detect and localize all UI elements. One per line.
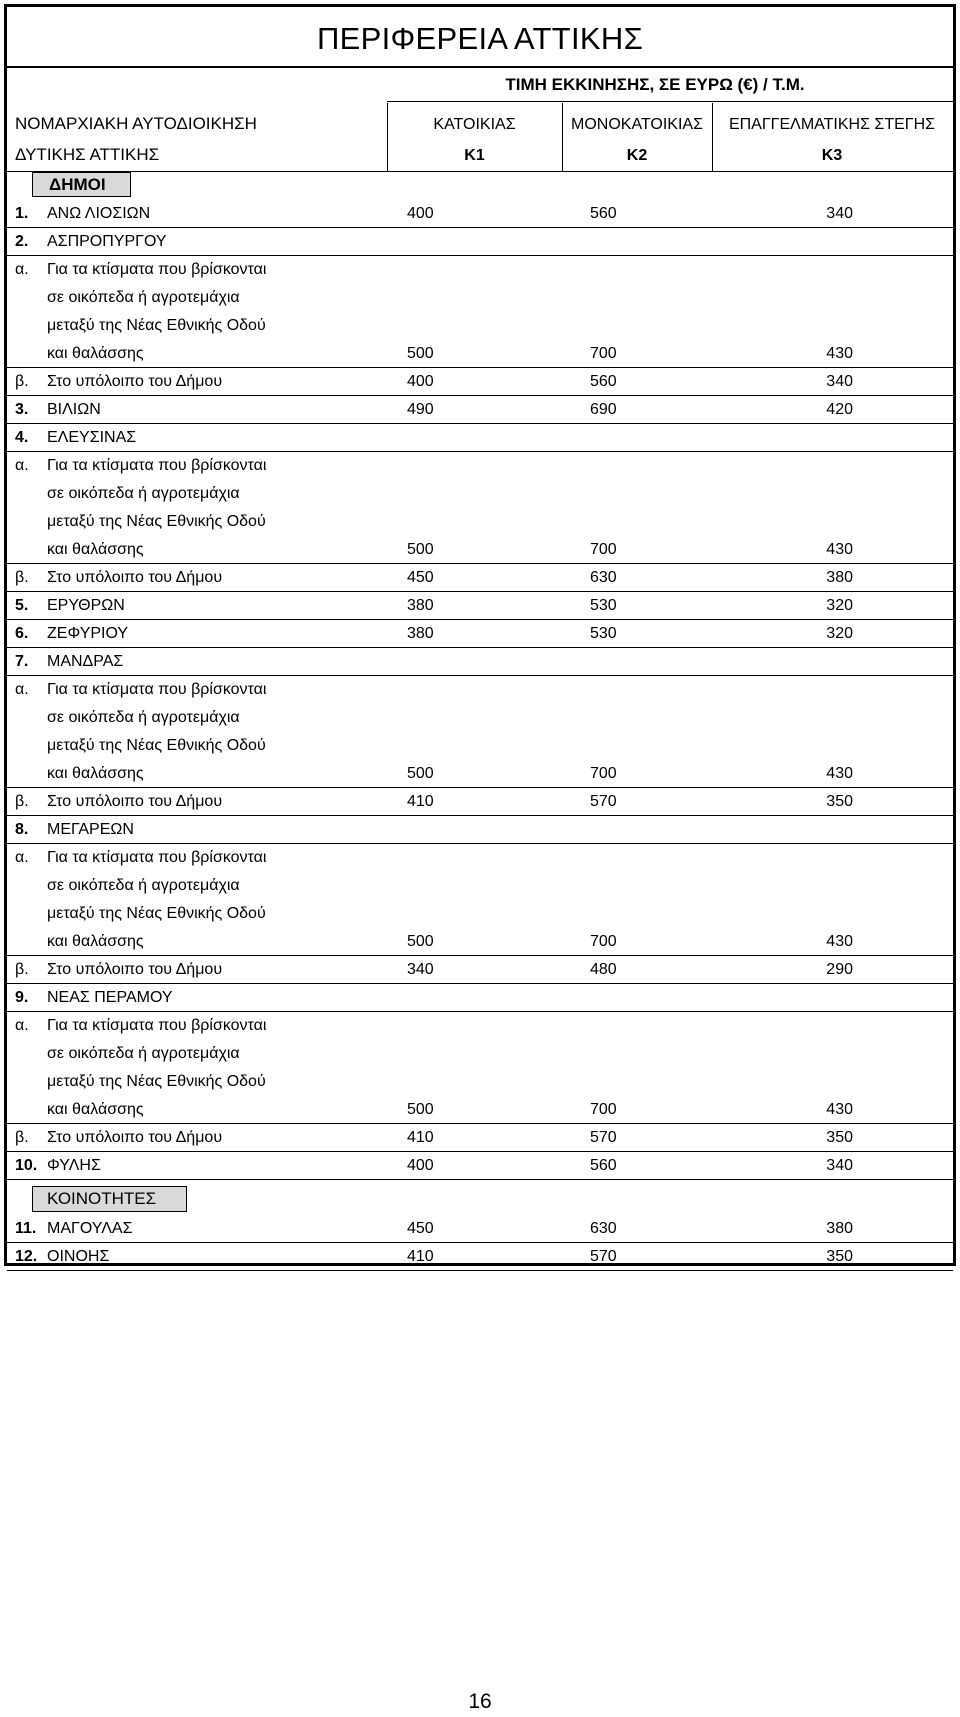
value-k3: 430	[826, 541, 853, 558]
table-row	[7, 480, 953, 508]
value-k3: 430	[826, 345, 853, 362]
row-label: και θαλάσσης	[47, 1101, 144, 1118]
row-label: σε οικόπεδα ή αγροτεμάχια	[47, 485, 240, 502]
row-number: β.	[15, 373, 29, 390]
value-k1: 500	[407, 1101, 434, 1118]
value-k3: 430	[826, 933, 853, 950]
row-number: 9.	[15, 989, 29, 1006]
table-row	[7, 676, 953, 704]
column-divider	[562, 103, 563, 171]
table-row	[7, 1215, 953, 1243]
value-k1: 500	[407, 345, 434, 362]
value-k2: 570	[590, 793, 617, 810]
row-label: σε οικόπεδα ή αγροτεμάχια	[47, 289, 240, 306]
value-k2: 560	[590, 205, 617, 222]
row-label: μεταξύ της Νέας Εθνικής Οδού	[47, 1073, 266, 1090]
table-row	[7, 788, 953, 816]
row-number: α.	[15, 849, 29, 866]
row-label: ΟΙΝΟΗΣ	[47, 1248, 110, 1265]
header-divider	[7, 171, 953, 172]
row-label: μεταξύ της Νέας Εθνικής Οδού	[47, 737, 266, 754]
row-number: 2.	[15, 233, 29, 250]
table-row	[7, 1124, 953, 1152]
table-row	[7, 816, 953, 844]
row-label: ΒΙΛΙΩΝ	[47, 401, 101, 418]
row-label: σε οικόπεδα ή αγροτεμάχια	[47, 877, 240, 894]
row-number: β.	[15, 793, 29, 810]
row-number: 5.	[15, 597, 29, 614]
value-k3: 320	[826, 625, 853, 642]
value-k2: 530	[590, 625, 617, 642]
value-k1: 410	[407, 793, 434, 810]
table-row	[7, 928, 953, 956]
row-label: ΑΣΠΡΟΠΥΡΓΟΥ	[47, 233, 167, 250]
row-label: ΜΑΓΟΥΛΑΣ	[47, 1220, 133, 1237]
row-label: Στο υπόλοιπο του Δήμου	[47, 961, 223, 978]
value-k2: 560	[590, 1157, 617, 1174]
value-k3: 380	[826, 569, 853, 586]
row-label: Στο υπόλοιπο του Δήμου	[47, 569, 223, 586]
row-label: και θαλάσσης	[47, 345, 144, 362]
table-row	[7, 648, 953, 676]
value-k3: 340	[826, 205, 853, 222]
row-label: Στο υπόλοιπο του Δήμου	[47, 373, 223, 390]
table-row	[7, 1152, 953, 1180]
row-number: 12.	[15, 1248, 38, 1265]
row-label: ΑΝΩ ΛΙΟΣΙΩΝ	[47, 205, 151, 222]
value-k2: 700	[590, 933, 617, 950]
row-number: 10.	[15, 1157, 38, 1174]
table-row	[7, 564, 953, 592]
row-number: β.	[15, 1129, 29, 1146]
value-k1: 410	[407, 1129, 434, 1146]
value-k1: 410	[407, 1248, 434, 1265]
row-label: και θαλάσσης	[47, 765, 144, 782]
page-title: ΠΕΡΙΦΕΡΕΙΑ ΑΤΤΙΚΗΣ	[316, 21, 644, 56]
value-k1: 450	[407, 1220, 434, 1237]
table-row	[7, 340, 953, 368]
table-row	[7, 1096, 953, 1124]
value-k1: 500	[407, 541, 434, 558]
prefecture-line2: ΔΥΤΙΚΗΣ ΑΤΤΙΚΗΣ	[15, 145, 160, 164]
value-k3: 430	[826, 765, 853, 782]
row-label: ΦΥΛΗΣ	[47, 1157, 101, 1174]
value-k2: 530	[590, 597, 617, 614]
value-k3: 350	[826, 1129, 853, 1146]
caption-divider	[387, 101, 953, 102]
table-row	[7, 368, 953, 396]
table-row	[7, 1068, 953, 1096]
row-number: 4.	[15, 429, 29, 446]
value-k2: 700	[590, 1101, 617, 1118]
value-k2: 560	[590, 373, 617, 390]
row-number: β.	[15, 961, 29, 978]
row-number: α.	[15, 1017, 29, 1034]
value-k2: 630	[590, 569, 617, 586]
row-number: β.	[15, 569, 29, 586]
communities-rows	[7, 1215, 953, 1271]
row-label: μεταξύ της Νέας Εθνικής Οδού	[47, 513, 266, 530]
column-code-k1: Κ1	[464, 147, 485, 164]
value-k2: 690	[590, 401, 617, 418]
price-caption: ΤΙΜΗ ΕΚΚΙΝΗΣΗΣ, ΣΕ ΕΥΡΩ (€) / Τ.Μ.	[505, 75, 805, 94]
value-k2: 570	[590, 1129, 617, 1146]
municipalities-rows	[7, 200, 953, 1180]
value-k3: 340	[826, 1157, 853, 1174]
table-row	[7, 1243, 953, 1271]
row-label: ΝΕΑΣ ΠΕΡΑΜΟΥ	[47, 989, 173, 1006]
row-label: Στο υπόλοιπο του Δήμου	[47, 793, 223, 810]
value-k1: 380	[407, 625, 434, 642]
row-label: σε οικόπεδα ή αγροτεμάχια	[47, 1045, 240, 1062]
table-row	[7, 396, 953, 424]
table-row	[7, 228, 953, 256]
value-k1: 340	[407, 961, 434, 978]
page-number: 16	[468, 1690, 492, 1713]
value-k1: 450	[407, 569, 434, 586]
table-row	[7, 956, 953, 984]
value-k2: 700	[590, 541, 617, 558]
table-row	[7, 592, 953, 620]
price-table-document	[4, 4, 956, 1266]
column-code-k2: Κ2	[626, 147, 648, 164]
value-k3: 340	[826, 373, 853, 390]
row-number: 6.	[15, 625, 29, 642]
value-k2: 700	[590, 765, 617, 782]
title-divider	[7, 66, 953, 68]
row-label: Για τα κτίσματα που βρίσκονται	[47, 457, 267, 474]
table-row	[7, 704, 953, 732]
row-number: 11.	[15, 1220, 37, 1237]
table-row	[7, 256, 953, 284]
value-k1: 500	[407, 765, 434, 782]
value-k2: 480	[590, 961, 617, 978]
column-divider	[712, 103, 713, 171]
row-label: Στο υπόλοιπο του Δήμου	[47, 1129, 223, 1146]
value-k3: 320	[826, 597, 853, 614]
value-k3: 350	[826, 1248, 853, 1265]
value-k2: 570	[590, 1248, 617, 1265]
value-k1: 500	[407, 933, 434, 950]
value-k3: 350	[826, 793, 853, 810]
value-k1: 400	[407, 1157, 434, 1174]
column-divider	[387, 103, 388, 171]
column-label-k3: ΕΠΑΓΓΕΛΜΑΤΙΚΗΣ ΣΤΕΓΗΣ	[728, 116, 936, 133]
table-row	[7, 284, 953, 312]
row-number: 1.	[15, 205, 29, 222]
row-number: α.	[15, 681, 29, 698]
table-row	[7, 200, 953, 228]
row-label: ΜΕΓΑΡΕΩΝ	[47, 821, 134, 838]
row-number: α.	[15, 261, 29, 278]
value-k1: 400	[407, 205, 434, 222]
value-k3: 420	[826, 401, 853, 418]
row-label: και θαλάσσης	[47, 541, 144, 558]
table-row	[7, 312, 953, 340]
column-label-k2: ΜΟΝΟΚΑΤΟΙΚΙΑΣ	[571, 116, 703, 133]
row-number: α.	[15, 457, 29, 474]
column-label-k1: ΚΑΤΟΙΚΙΑΣ	[433, 116, 516, 133]
row-label: Για τα κτίσματα που βρίσκονται	[47, 261, 267, 278]
table-row	[7, 760, 953, 788]
value-k1: 380	[407, 597, 434, 614]
table-row	[7, 732, 953, 760]
table-row	[7, 452, 953, 480]
value-k2: 630	[590, 1220, 617, 1237]
row-number: 7.	[15, 653, 29, 670]
row-label: Για τα κτίσματα που βρίσκονται	[47, 849, 267, 866]
value-k2: 700	[590, 345, 617, 362]
row-label: Για τα κτίσματα που βρίσκονται	[47, 681, 267, 698]
table-row	[7, 508, 953, 536]
value-k3: 380	[826, 1220, 853, 1237]
row-label: ΖΕΦΥΡΙΟΥ	[47, 625, 129, 642]
table-row	[7, 872, 953, 900]
value-k3: 290	[826, 961, 853, 978]
section-koinotites: ΚΟΙΝΟΤΗΤΕΣ	[32, 1186, 187, 1212]
table-row	[7, 536, 953, 564]
value-k1: 400	[407, 373, 434, 390]
section-dimoi: ΔΗΜΟΙ	[32, 172, 131, 197]
table-row	[7, 844, 953, 872]
column-code-k3: Κ3	[821, 147, 843, 164]
row-label: μεταξύ της Νέας Εθνικής Οδού	[47, 317, 266, 334]
table-row	[7, 620, 953, 648]
table-row	[7, 1040, 953, 1068]
value-k3: 430	[826, 1101, 853, 1118]
row-label: ΕΡΥΘΡΩΝ	[47, 597, 125, 614]
row-label: μεταξύ της Νέας Εθνικής Οδού	[47, 905, 266, 922]
prefecture-line1: ΝΟΜΑΡΧΙΑΚΗ ΑΥΤΟΔΙΟΙΚΗΣΗ	[15, 114, 257, 133]
row-label: και θαλάσσης	[47, 933, 144, 950]
table-row	[7, 900, 953, 928]
row-label: ΕΛΕΥΣΙΝΑΣ	[47, 429, 137, 446]
row-label: Για τα κτίσματα που βρίσκονται	[47, 1017, 267, 1034]
table-row	[7, 1012, 953, 1040]
row-number: 3.	[15, 401, 29, 418]
row-label: ΜΑΝΔΡΑΣ	[47, 653, 124, 670]
table-row	[7, 424, 953, 452]
row-label: σε οικόπεδα ή αγροτεμάχια	[47, 709, 240, 726]
row-number: 8.	[15, 821, 29, 838]
table-row	[7, 984, 953, 1012]
value-k1: 490	[407, 401, 434, 418]
